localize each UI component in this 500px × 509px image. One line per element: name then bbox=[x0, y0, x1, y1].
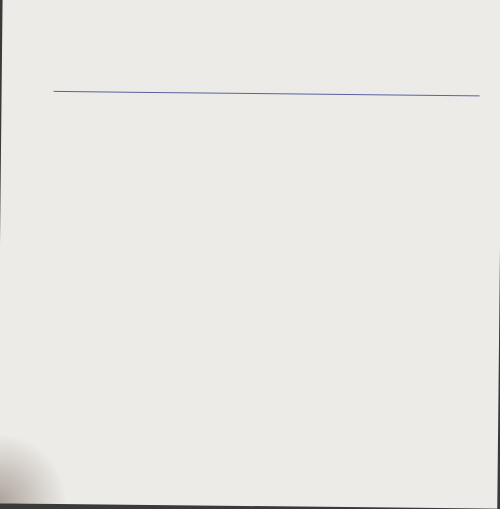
finger-shadow bbox=[0, 433, 68, 504]
chapter-rule bbox=[54, 91, 480, 96]
